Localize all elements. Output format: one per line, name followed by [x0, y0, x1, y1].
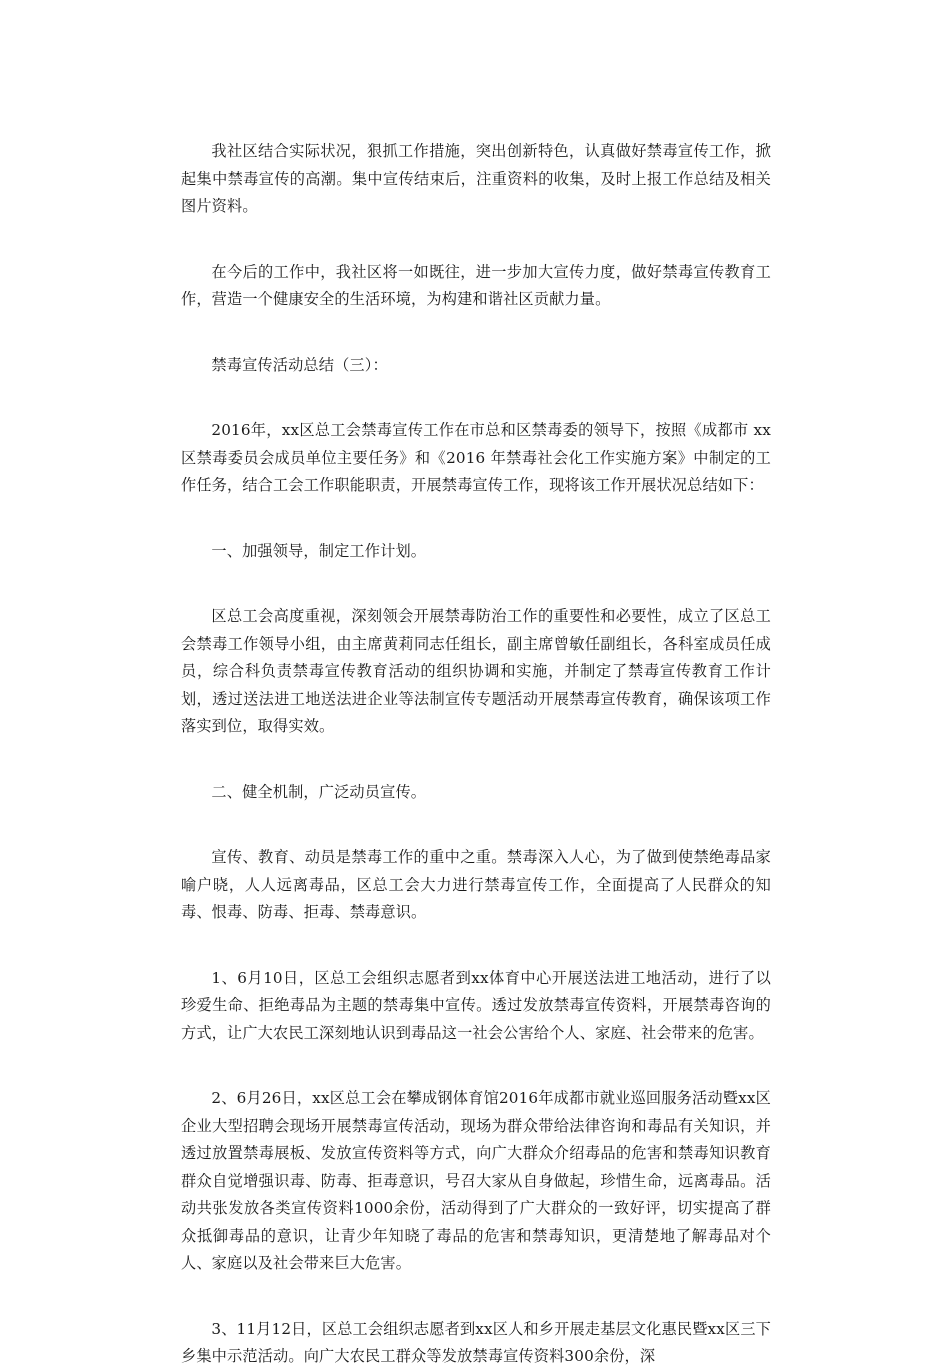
paragraph: 3、11月12日，区总工会组织志愿者到xx区人和乡开展走基层文化惠民暨xx区三下乡集中示范活动。向广大农民工群众等发放禁毒宣传资料300余份，深: [181, 1319, 771, 1365]
paragraph: 我社区结合实际状况，狠抓工作措施，突出创新特色，认真做好禁毒宣传工作，掀起集中禁毒宣传的高潮。集中宣传结束后，注重资料的收集，及时上报工作总结及相关图片资料。: [181, 142, 771, 215]
section-heading: 禁毒宣传活动总结（三）：: [211, 355, 388, 374]
paragraph: 宣传、教育、动员是禁毒工作的重中之重。禁毒深入人心，为了做到使禁绝毒品家喻户晓，人人远离毒品，区总工会大力进行禁毒宣传工作，全面提高了人民群众的知毒、恨毒、防毒、拒毒、禁毒意识。: [181, 848, 771, 921]
section-heading: 一、加强领导，制定工作计划。: [211, 541, 427, 560]
section-heading: 二、健全机制，广泛动员宣传。: [211, 782, 427, 801]
paragraph: 2016年，xx区总工会禁毒宣传工作在市总和区禁毒委的领导下，按照《成都市 xx 区禁毒委员会成员单位主要任务》和《2016 年禁毒社会化工作实施方案》中制定的工作任务，结合工会工作职能职责，开展禁毒宣传工作，现将该工作开展状况总结如下：: [181, 421, 771, 494]
paragraph: 区总工会高度重视，深刻领会开展禁毒防治工作的重要性和必要性，成立了区总工会禁毒工作领导小组，由主席黄莉同志任组长，副主席曾敏任副组长，各科室成员任成员，综合科负责禁毒宣传教育活动的组织协调和实施，并制定了禁毒宣传教育工作计划，透过送法进工地送法进企业等法制宣传专题活动开展禁毒宣传教育，确保该项工作落实到位，取得实效。: [181, 607, 771, 735]
paragraph: 2、6月26日，xx区总工会在攀成钢体育馆2016年成都市就业巡回服务活动暨xx区企业大型招聘会现场开展禁毒宣传活动，现场为群众带给法律咨询和毒品有关知识，并透过放置禁毒展板、发放宣传资料等方式，向广大群众介绍毒品的危害和禁毒知识教育群众自觉增强识毒、防毒、拒毒意识，号召大家从自身做起，珍惜生命，远离毒品。活动共张发放各类宣传资料1000余份，活动得到了广大群众的一致好评，切实提高了群众抵御毒品的意识，让青少年知晓了毒品的危害和禁毒知识，更清楚地了解毒品对个人、家庭以及社会带来巨大危害。: [181, 1089, 771, 1272]
document-page: [181, 138, 771, 1371]
paragraph: 1、6月10日，区总工会组织志愿者到xx体育中心开展送法进工地活动，进行了以珍爱生命、拒绝毒品为主题的禁毒集中宣传。透过发放禁毒宣传资料，开展禁毒咨询的方式，让广大农民工深刻地认识到毒品这一社会公害给个人、家庭、社会带来的危害。: [181, 968, 771, 1042]
paragraph: 在今后的工作中，我社区将一如既往，进一步加大宣传力度，做好禁毒宣传教育工作，营造一个健康安全的生活环境，为构建和谐社区贡献力量。: [181, 262, 771, 308]
